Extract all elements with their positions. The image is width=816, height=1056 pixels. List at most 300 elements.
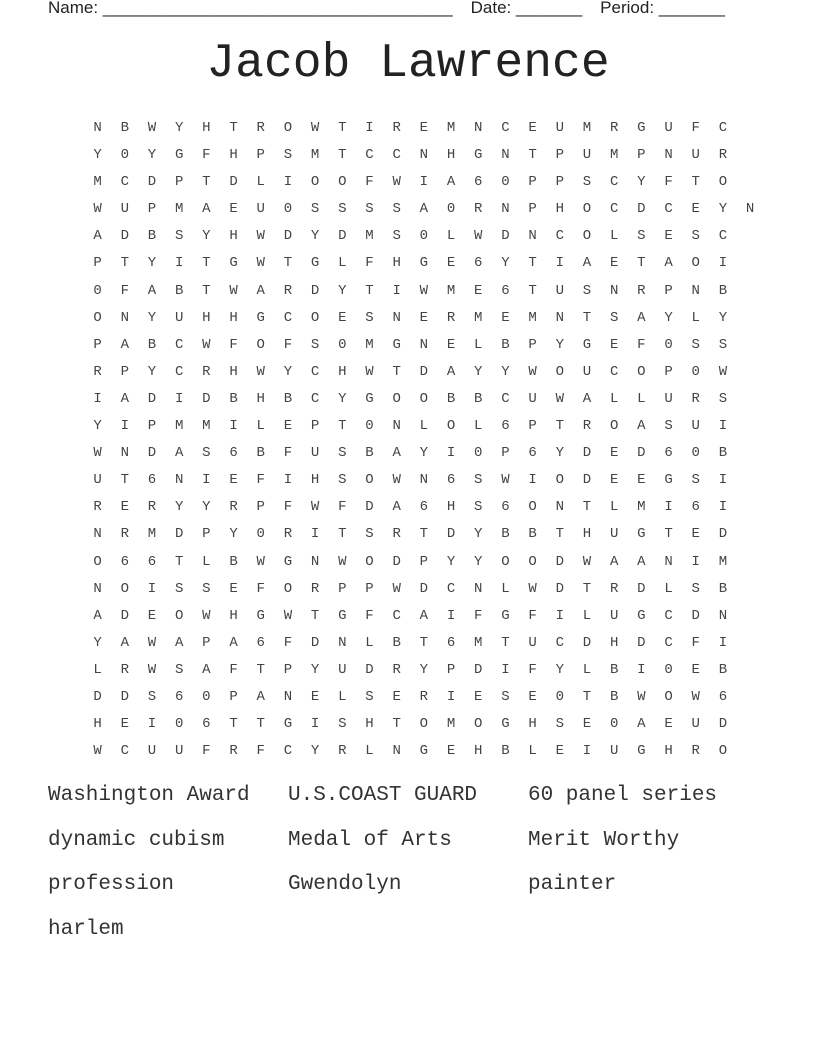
grid-letter[interactable]: Y — [501, 255, 510, 272]
grid-letter[interactable]: H — [229, 147, 238, 164]
grid-letter[interactable]: U — [174, 309, 184, 326]
grid-letter[interactable]: Y — [474, 526, 483, 543]
grid-letter[interactable]: P — [664, 363, 673, 380]
grid-letter[interactable]: G — [392, 336, 401, 353]
grid-letter[interactable]: Y — [93, 147, 102, 164]
grid-letter[interactable]: I — [229, 418, 238, 435]
grid-letter[interactable]: C — [283, 309, 293, 326]
grid-letter[interactable]: G — [310, 255, 320, 272]
grid-letter[interactable]: T — [691, 174, 700, 191]
grid-letter[interactable]: S — [338, 716, 347, 733]
grid-letter[interactable]: D — [555, 553, 564, 570]
grid-letter[interactable]: U — [528, 634, 537, 651]
grid-letter[interactable]: S — [147, 688, 157, 705]
grid-letter[interactable]: P — [120, 363, 129, 380]
grid-letter[interactable]: W — [93, 445, 102, 462]
grid-letter[interactable]: W — [202, 336, 211, 353]
grid-letter[interactable]: Y — [555, 336, 564, 353]
grid-letter[interactable]: L — [365, 743, 374, 760]
grid-letter[interactable]: E — [664, 228, 673, 245]
grid-letter[interactable]: Y — [718, 309, 728, 326]
grid-letter[interactable]: 6 — [419, 499, 429, 516]
grid-letter[interactable]: W — [392, 580, 401, 597]
grid-letter[interactable]: I — [446, 607, 456, 624]
grid-letter[interactable]: U — [338, 661, 347, 678]
grid-letter[interactable]: T — [582, 309, 592, 326]
grid-letter[interactable]: 6 — [474, 174, 483, 191]
grid-letter[interactable]: 0 — [120, 147, 129, 164]
grid-letter[interactable]: U — [147, 743, 157, 760]
grid-letter[interactable]: U — [664, 120, 673, 136]
grid-letter[interactable]: C — [283, 743, 293, 760]
grid-letter[interactable]: S — [202, 580, 211, 597]
grid-letter[interactable]: A — [93, 607, 102, 624]
grid-letter[interactable]: Y — [174, 120, 184, 136]
grid-letter[interactable]: I — [174, 390, 184, 407]
grid-letter[interactable]: C — [664, 607, 673, 624]
grid-letter[interactable]: 6 — [202, 716, 211, 733]
grid-letter[interactable]: E — [446, 255, 456, 272]
grid-letter[interactable]: S — [718, 336, 728, 353]
grid-letter[interactable]: N — [392, 309, 401, 326]
grid-letter[interactable]: H — [338, 363, 347, 380]
grid-letter[interactable]: I — [174, 255, 184, 272]
grid-letter[interactable]: E — [120, 499, 129, 516]
grid-letter[interactable]: D — [718, 716, 728, 733]
grid-letter[interactable]: Y — [310, 743, 320, 760]
grid-letter[interactable]: C — [609, 201, 619, 218]
grid-letter[interactable]: A — [582, 255, 592, 272]
grid-letter[interactable]: U — [528, 390, 537, 407]
grid-letter[interactable]: S — [392, 228, 401, 245]
grid-letter[interactable]: M — [365, 336, 374, 353]
grid-letter[interactable]: R — [338, 743, 347, 760]
grid-letter[interactable]: G — [256, 607, 265, 624]
grid-letter[interactable]: L — [256, 174, 265, 191]
grid-letter[interactable]: E — [664, 716, 673, 733]
grid-letter[interactable]: D — [555, 580, 564, 597]
grid-letter[interactable]: Y — [310, 661, 320, 678]
grid-letter[interactable]: H — [202, 309, 211, 326]
grid-letter[interactable]: C — [609, 174, 619, 191]
grid-letter[interactable]: T — [582, 499, 592, 516]
grid-letter[interactable]: C — [174, 363, 184, 380]
grid-letter[interactable]: T — [338, 147, 347, 164]
grid-letter[interactable]: T — [582, 580, 592, 597]
grid-letter[interactable]: A — [419, 201, 429, 218]
grid-letter[interactable]: W — [256, 228, 265, 245]
grid-letter[interactable]: O — [365, 472, 374, 489]
grid-letter[interactable]: M — [446, 716, 456, 733]
grid-letter[interactable]: Y — [501, 363, 510, 380]
grid-letter[interactable]: T — [528, 147, 537, 164]
grid-letter[interactable]: E — [582, 716, 592, 733]
grid-letter[interactable]: T — [392, 363, 401, 380]
grid-letter[interactable]: P — [446, 661, 456, 678]
grid-letter[interactable]: 0 — [283, 201, 293, 218]
grid-letter[interactable]: T — [229, 120, 238, 136]
grid-letter[interactable]: I — [691, 553, 700, 570]
grid-letter[interactable]: W — [283, 607, 293, 624]
grid-letter[interactable]: S — [365, 201, 374, 218]
grid-letter[interactable]: D — [229, 174, 238, 191]
grid-letter[interactable]: M — [474, 309, 483, 326]
grid-letter[interactable]: S — [365, 688, 374, 705]
grid-letter[interactable]: B — [147, 336, 157, 353]
grid-letter[interactable]: O — [338, 174, 347, 191]
grid-letter[interactable]: A — [256, 282, 265, 299]
grid-letter[interactable]: S — [202, 445, 211, 462]
grid-letter[interactable]: E — [229, 580, 238, 597]
grid-letter[interactable]: B — [283, 390, 293, 407]
grid-letter[interactable]: G — [338, 607, 347, 624]
grid-letter[interactable]: I — [283, 174, 293, 191]
grid-letter[interactable]: N — [120, 445, 129, 462]
grid-letter[interactable]: T — [174, 553, 184, 570]
grid-letter[interactable]: S — [582, 282, 592, 299]
grid-letter[interactable]: A — [609, 553, 619, 570]
grid-letter[interactable]: E — [691, 661, 700, 678]
grid-letter[interactable]: G — [419, 255, 429, 272]
grid-letter[interactable]: I — [392, 282, 401, 299]
grid-letter[interactable]: P — [283, 661, 293, 678]
grid-letter[interactable]: R — [120, 526, 129, 543]
grid-letter[interactable]: P — [365, 580, 374, 597]
grid-letter[interactable]: C — [555, 228, 564, 245]
grid-letter[interactable]: R — [691, 743, 700, 760]
grid-letter[interactable]: P — [419, 553, 429, 570]
grid-letter[interactable]: P — [664, 282, 673, 299]
grid-letter[interactable]: L — [582, 607, 592, 624]
grid-letter[interactable]: D — [120, 688, 129, 705]
grid-letter[interactable]: A — [637, 716, 646, 733]
grid-letter[interactable]: D — [637, 580, 646, 597]
grid-letter[interactable]: O — [664, 688, 673, 705]
grid-letter[interactable]: 0 — [419, 228, 429, 245]
grid-letter[interactable]: S — [338, 472, 347, 489]
grid-letter[interactable]: T — [365, 282, 374, 299]
grid-letter[interactable]: G — [637, 120, 646, 136]
grid-letter[interactable]: T — [528, 255, 537, 272]
grid-letter[interactable]: Y — [147, 147, 157, 164]
grid-letter[interactable]: H — [202, 120, 211, 136]
grid-letter[interactable]: L — [202, 553, 211, 570]
grid-letter[interactable]: M — [474, 634, 483, 651]
grid-letter[interactable]: F — [283, 445, 293, 462]
grid-letter[interactable]: O — [310, 309, 320, 326]
grid-letter[interactable]: S — [474, 472, 483, 489]
grid-letter[interactable]: T — [419, 526, 429, 543]
grid-letter[interactable]: N — [419, 336, 429, 353]
grid-letter[interactable]: C — [718, 228, 728, 245]
grid-letter[interactable]: B — [474, 390, 483, 407]
grid-letter[interactable]: A — [637, 309, 646, 326]
grid-letter[interactable]: W — [93, 743, 102, 760]
grid-letter[interactable]: H — [392, 255, 401, 272]
grid-letter[interactable]: O — [609, 418, 619, 435]
grid-letter[interactable]: D — [582, 472, 592, 489]
grid-letter[interactable]: T — [582, 688, 592, 705]
grid-letter[interactable]: S — [555, 716, 564, 733]
grid-letter[interactable]: 0 — [338, 336, 347, 353]
grid-letter[interactable]: G — [283, 553, 293, 570]
grid-letter[interactable]: B — [609, 661, 619, 678]
grid-letter[interactable]: R — [310, 580, 320, 597]
grid-letter[interactable]: C — [501, 120, 510, 136]
grid-letter[interactable]: B — [365, 445, 374, 462]
grid-letter[interactable]: S — [174, 580, 184, 597]
grid-letter[interactable]: R — [609, 120, 619, 136]
grid-letter[interactable]: S — [310, 201, 320, 218]
grid-letter[interactable]: W — [691, 688, 700, 705]
grid-letter[interactable]: S — [691, 228, 700, 245]
grid-letter[interactable]: E — [637, 472, 646, 489]
grid-letter[interactable]: W — [419, 282, 429, 299]
grid-letter[interactable]: M — [310, 147, 320, 164]
grid-letter[interactable]: A — [120, 390, 129, 407]
grid-letter[interactable]: T — [256, 661, 265, 678]
grid-letter[interactable]: E — [338, 309, 347, 326]
grid-letter[interactable]: 6 — [718, 688, 728, 705]
grid-letter[interactable]: T — [664, 526, 673, 543]
grid-letter[interactable]: P — [202, 526, 211, 543]
grid-letter[interactable]: C — [664, 201, 673, 218]
grid-letter[interactable]: A — [446, 363, 456, 380]
grid-letter[interactable]: F — [528, 607, 537, 624]
grid-letter[interactable]: O — [446, 418, 456, 435]
grid-letter[interactable]: S — [501, 688, 510, 705]
grid-letter[interactable]: A — [664, 255, 673, 272]
grid-letter[interactable]: F — [691, 634, 700, 651]
grid-letter[interactable]: R — [609, 580, 619, 597]
grid-letter[interactable]: O — [419, 390, 429, 407]
grid-letter[interactable]: 0 — [446, 201, 456, 218]
grid-letter[interactable]: R — [283, 526, 293, 543]
grid-letter[interactable]: 0 — [691, 363, 700, 380]
grid-letter[interactable]: W — [229, 282, 238, 299]
grid-letter[interactable]: O — [718, 743, 728, 760]
grid-letter[interactable]: M — [446, 282, 456, 299]
grid-letter[interactable]: A — [174, 445, 184, 462]
grid-letter[interactable]: 6 — [664, 445, 673, 462]
grid-letter[interactable]: B — [501, 336, 510, 353]
grid-letter[interactable]: W — [202, 607, 211, 624]
grid-letter[interactable]: 6 — [501, 418, 510, 435]
grid-letter[interactable]: F — [202, 147, 211, 164]
grid-letter[interactable]: S — [718, 390, 728, 407]
grid-letter[interactable]: W — [256, 553, 265, 570]
grid-letter[interactable]: E — [419, 120, 429, 136]
grid-letter[interactable]: Y — [147, 255, 157, 272]
grid-letter[interactable]: R — [202, 363, 211, 380]
grid-letter[interactable]: P — [256, 499, 265, 516]
grid-letter[interactable]: D — [637, 445, 646, 462]
grid-letter[interactable]: E — [229, 472, 238, 489]
grid-letter[interactable]: B — [718, 282, 728, 299]
grid-letter[interactable]: T — [120, 472, 129, 489]
grid-letter[interactable]: F — [256, 580, 265, 597]
grid-letter[interactable]: C — [718, 120, 728, 136]
grid-letter[interactable]: B — [501, 526, 510, 543]
grid-letter[interactable]: S — [338, 445, 347, 462]
grid-letter[interactable]: H — [446, 499, 456, 516]
grid-letter[interactable]: U — [120, 201, 129, 218]
grid-letter[interactable]: L — [609, 499, 619, 516]
grid-letter[interactable]: D — [147, 390, 157, 407]
grid-letter[interactable]: W — [474, 228, 483, 245]
grid-letter[interactable]: T — [637, 255, 646, 272]
grid-letter[interactable]: 0 — [664, 336, 673, 353]
grid-letter[interactable]: R — [229, 743, 238, 760]
grid-letter[interactable]: A — [120, 336, 129, 353]
grid-letter[interactable]: 6 — [501, 499, 510, 516]
grid-letter[interactable]: I — [93, 390, 102, 407]
grid-letter[interactable]: S — [174, 228, 184, 245]
grid-letter[interactable]: T — [338, 526, 347, 543]
grid-letter[interactable]: O — [474, 716, 483, 733]
grid-letter[interactable]: G — [419, 743, 429, 760]
grid-letter[interactable]: A — [229, 634, 238, 651]
grid-letter[interactable]: O — [93, 309, 102, 326]
grid-letter[interactable]: W — [637, 688, 646, 705]
grid-letter[interactable]: S — [283, 147, 293, 164]
grid-letter[interactable]: U — [691, 147, 700, 164]
grid-letter[interactable]: P — [202, 634, 211, 651]
grid-letter[interactable]: E — [446, 743, 456, 760]
grid-letter[interactable]: S — [691, 472, 700, 489]
grid-letter[interactable]: E — [528, 120, 537, 136]
grid-letter[interactable]: M — [93, 174, 102, 191]
grid-letter[interactable]: I — [718, 499, 728, 516]
grid-letter[interactable]: N — [664, 147, 673, 164]
grid-letter[interactable]: 6 — [147, 472, 157, 489]
grid-letter[interactable]: L — [365, 634, 374, 651]
grid-letter[interactable]: 0 — [691, 445, 700, 462]
grid-letter[interactable]: Y — [202, 228, 211, 245]
grid-letter[interactable]: Y — [637, 174, 646, 191]
grid-letter[interactable]: R — [120, 661, 129, 678]
grid-letter[interactable]: I — [718, 255, 728, 272]
grid-letter[interactable]: F — [229, 336, 238, 353]
grid-letter[interactable]: F — [283, 634, 293, 651]
grid-letter[interactable]: H — [664, 743, 673, 760]
grid-letter[interactable]: L — [637, 390, 646, 407]
grid-letter[interactable]: C — [501, 390, 510, 407]
grid-letter[interactable]: W — [256, 363, 265, 380]
grid-letter[interactable]: Y — [419, 661, 429, 678]
grid-letter[interactable]: U — [664, 390, 673, 407]
grid-letter[interactable]: P — [256, 147, 265, 164]
grid-letter[interactable]: B — [501, 743, 510, 760]
grid-letter[interactable]: L — [93, 661, 102, 678]
grid-letter[interactable]: E — [310, 688, 320, 705]
grid-letter[interactable]: D — [120, 607, 129, 624]
grid-letter[interactable]: S — [474, 499, 483, 516]
grid-letter[interactable]: F — [365, 174, 374, 191]
grid-letter[interactable]: C — [664, 634, 673, 651]
grid-letter[interactable]: I — [283, 472, 293, 489]
grid-letter[interactable]: O — [283, 580, 293, 597]
grid-letter[interactable]: P — [501, 445, 510, 462]
grid-letter[interactable]: S — [174, 661, 184, 678]
grid-letter[interactable]: P — [147, 201, 157, 218]
grid-letter[interactable]: E — [555, 743, 564, 760]
grid-letter[interactable]: W — [310, 120, 320, 136]
grid-letter[interactable]: P — [310, 418, 320, 435]
grid-letter[interactable]: H — [229, 607, 238, 624]
grid-letter[interactable]: N — [93, 120, 102, 136]
grid-letter[interactable]: 0 — [365, 418, 374, 435]
grid-letter[interactable]: G — [582, 336, 592, 353]
grid-letter[interactable]: R — [691, 390, 700, 407]
grid-letter[interactable]: C — [365, 147, 374, 164]
grid-letter[interactable]: Y — [93, 418, 102, 435]
grid-letter[interactable]: Y — [174, 499, 184, 516]
grid-letter[interactable]: T — [229, 716, 238, 733]
grid-letter[interactable]: P — [528, 336, 537, 353]
grid-letter[interactable]: G — [256, 309, 265, 326]
grid-letter[interactable]: T — [202, 174, 211, 191]
grid-letter[interactable]: H — [528, 716, 537, 733]
grid-letter[interactable]: Y — [474, 363, 483, 380]
grid-letter[interactable]: N — [310, 553, 320, 570]
grid-letter[interactable]: P — [528, 174, 537, 191]
grid-letter[interactable]: T — [120, 255, 129, 272]
grid-letter[interactable]: S — [691, 580, 700, 597]
grid-letter[interactable]: S — [664, 418, 673, 435]
grid-letter[interactable]: G — [664, 472, 673, 489]
grid-letter[interactable]: F — [365, 255, 374, 272]
grid-letter[interactable]: H — [229, 228, 238, 245]
grid-letter[interactable]: L — [609, 228, 619, 245]
grid-letter[interactable]: Y — [474, 553, 483, 570]
grid-letter[interactable]: I — [501, 661, 510, 678]
grid-letter[interactable]: F — [283, 499, 293, 516]
grid-letter[interactable]: B — [229, 553, 238, 570]
grid-letter[interactable]: F — [202, 743, 211, 760]
grid-letter[interactable]: L — [609, 390, 619, 407]
grid-letter[interactable]: C — [120, 174, 129, 191]
grid-letter[interactable]: Y — [555, 445, 564, 462]
grid-letter[interactable]: O — [691, 255, 700, 272]
grid-letter[interactable]: I — [718, 634, 728, 651]
grid-letter[interactable]: D — [310, 282, 320, 299]
grid-letter[interactable]: N — [419, 472, 429, 489]
grid-letter[interactable]: 6 — [174, 688, 184, 705]
grid-letter[interactable]: 0 — [174, 716, 184, 733]
grid-letter[interactable]: I — [365, 120, 374, 136]
grid-letter[interactable]: D — [365, 499, 374, 516]
grid-letter[interactable]: 6 — [120, 553, 129, 570]
grid-letter[interactable]: C — [310, 390, 320, 407]
grid-letter[interactable]: N — [745, 201, 755, 218]
grid-letter[interactable]: D — [718, 526, 728, 543]
grid-letter[interactable]: S — [637, 228, 646, 245]
grid-letter[interactable]: N — [174, 472, 184, 489]
grid-letter[interactable]: M — [202, 418, 211, 435]
grid-letter[interactable]: O — [501, 553, 510, 570]
grid-letter[interactable]: G — [501, 716, 510, 733]
grid-letter[interactable]: P — [528, 418, 537, 435]
grid-letter[interactable]: A — [582, 390, 592, 407]
grid-letter[interactable]: T — [338, 418, 347, 435]
grid-letter[interactable]: G — [174, 147, 184, 164]
grid-letter[interactable]: F — [283, 336, 293, 353]
grid-letter[interactable]: H — [446, 147, 456, 164]
grid-letter[interactable]: 0 — [501, 174, 510, 191]
grid-letter[interactable]: A — [392, 499, 401, 516]
grid-letter[interactable]: H — [310, 472, 320, 489]
